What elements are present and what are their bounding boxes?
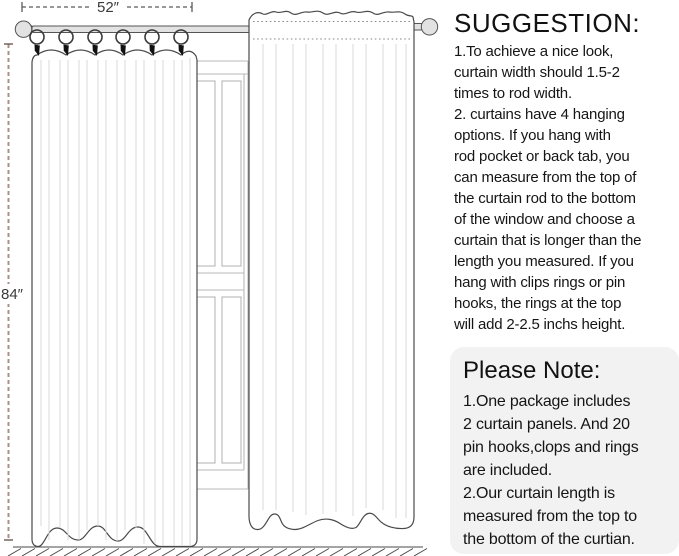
note-text-line: 2 curtain panels. And 20 bbox=[463, 416, 630, 433]
floor-hatching bbox=[8, 549, 427, 556]
please-note-box bbox=[450, 347, 679, 554]
note-text-line: pin hooks,clops and rings bbox=[463, 439, 639, 456]
right-curtain-panel bbox=[249, 11, 414, 529]
suggestion-section bbox=[454, 8, 678, 335]
window-pane-upper-right bbox=[222, 81, 241, 266]
note-text-line: the bottom of the curtian. bbox=[463, 531, 635, 548]
suggestion-text-line: curtain that is longer than the bbox=[454, 232, 642, 249]
suggestion-text-line: the curtain rod to the bottom bbox=[454, 190, 636, 207]
suggestion-text-line: hooks, the rings at the top bbox=[454, 295, 622, 312]
suggestion-title: SUGGESTION: bbox=[454, 8, 641, 38]
please-note-title: Please Note: bbox=[463, 357, 601, 384]
curtain-height-label: 84″ bbox=[1, 286, 23, 303]
note-text-line: 2.Our curtain length is bbox=[463, 485, 615, 502]
suggestion-text-line: rod pocket or back tab, you bbox=[454, 148, 630, 165]
rod-width-label: 52″ bbox=[97, 0, 119, 16]
suggestion-text-line: options. If you hang with bbox=[454, 127, 611, 144]
note-text-line: are included. bbox=[463, 462, 553, 479]
suggestion-text-line: times to rod width. bbox=[454, 85, 572, 102]
suggestion-text-line: 2. curtains have 4 hanging bbox=[454, 106, 625, 123]
window-pane-lower-right bbox=[222, 297, 241, 463]
rod-left-finial-ball bbox=[15, 21, 31, 37]
left-curtain-panel bbox=[32, 50, 197, 547]
rod-right-finial-ball bbox=[421, 19, 437, 35]
suggestion-text-line: of the window and choose a bbox=[454, 211, 635, 228]
suggestion-text-line: will add 2-2.5 inchs height. bbox=[454, 316, 626, 333]
suggestion-text-line: length you measured. If you bbox=[454, 253, 634, 270]
window bbox=[193, 61, 248, 489]
floor bbox=[8, 547, 427, 556]
suggestion-text-line: hang with clips rings or pin bbox=[454, 274, 626, 291]
suggestion-text-line: 1.To achieve a nice look, bbox=[454, 43, 614, 60]
rod-right-stub bbox=[414, 24, 422, 31]
note-text-line: 1.One package includes bbox=[463, 393, 631, 410]
window-pane-lower-left bbox=[196, 297, 215, 463]
note-text-line: measured from the top to bbox=[463, 508, 637, 525]
suggestion-text-line: can measure from the top of bbox=[454, 169, 637, 186]
suggestion-text-line: curtain width should 1.5-2 bbox=[454, 64, 620, 81]
window-pane-upper-left bbox=[196, 81, 215, 266]
